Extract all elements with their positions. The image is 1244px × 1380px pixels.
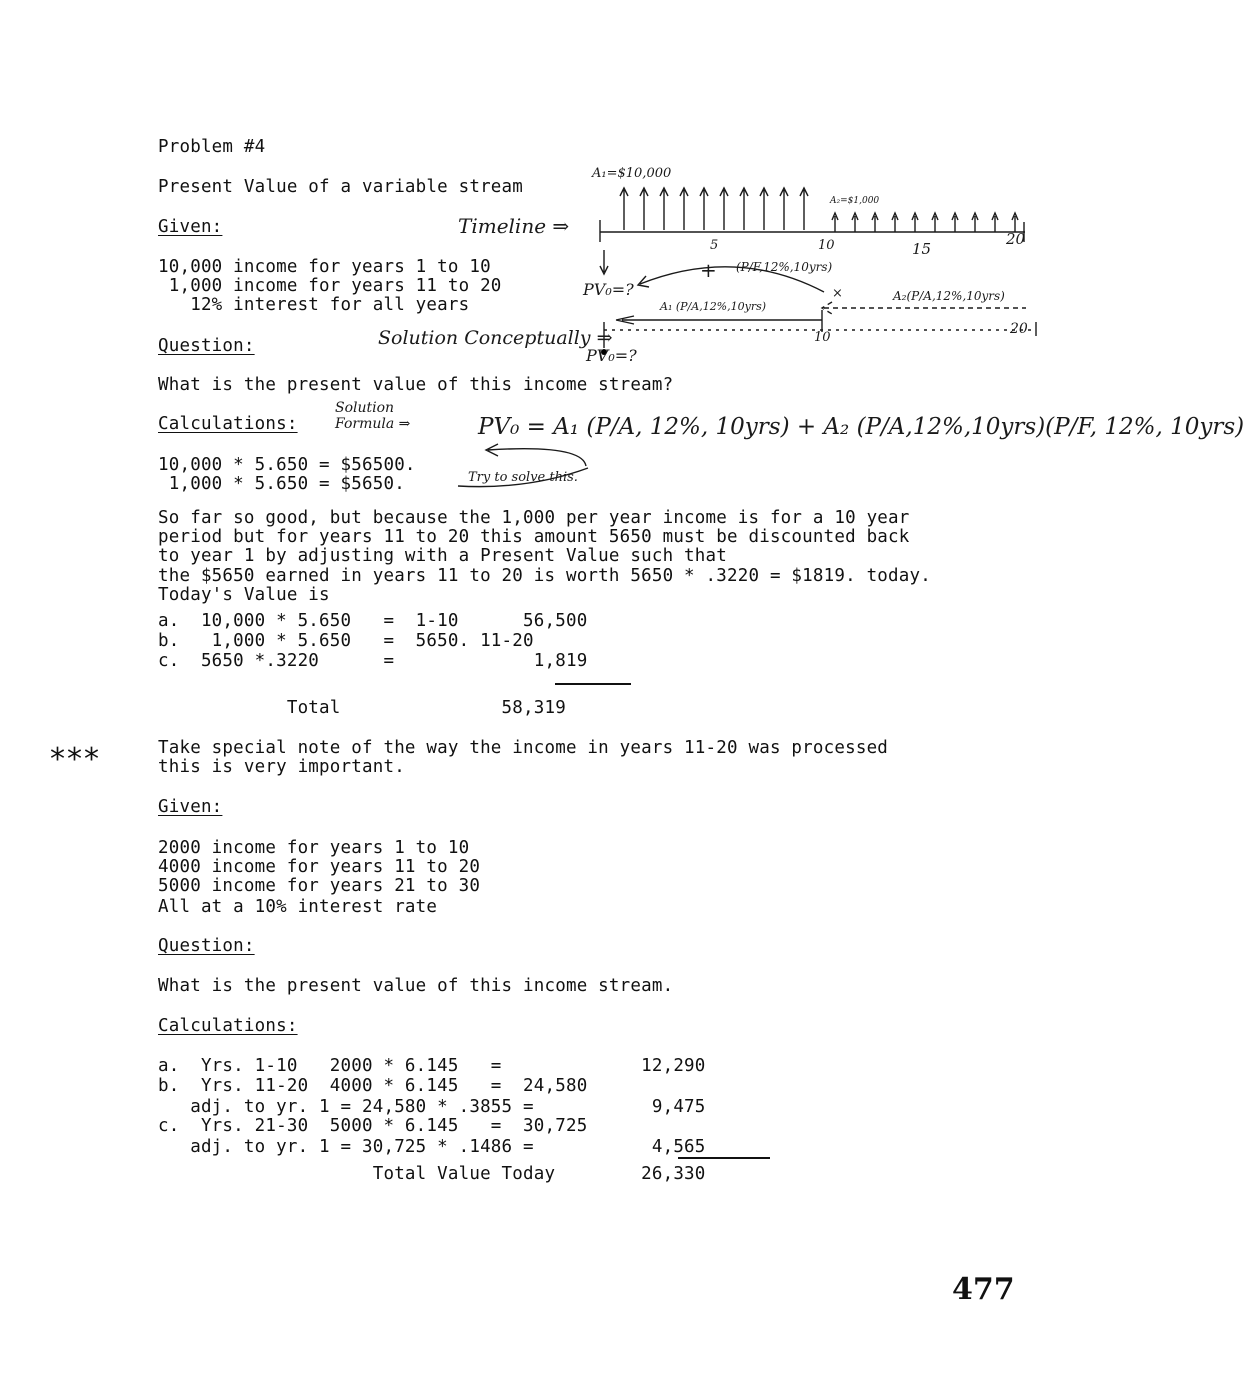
question-text: What is the present value of this income stream?: [158, 375, 674, 395]
given-line: 1,000 income for years 11 to 20: [158, 276, 502, 296]
given2-label: Given:: [158, 797, 223, 817]
timeline-label: Timeline ⇒: [458, 214, 570, 238]
summary-row: b. 1,000 * 5.650 = 5650. 11-20: [158, 631, 534, 651]
a1-label: A₁=$10,000: [592, 166, 672, 181]
try-to-solve-note: Try to solve this.: [468, 470, 578, 485]
question2-text: What is the present value of this income stream.: [158, 976, 674, 996]
paragraph-line: period but for years 11 to 20 this amount 5650 must be discounted back: [158, 527, 910, 547]
given2-line: 5000 income for years 21 to 30: [158, 876, 481, 896]
calc2-total: Total Value Today 26,330: [158, 1164, 706, 1184]
question-label: Question:: [158, 336, 255, 356]
times-sign: ×: [832, 286, 843, 301]
problem-heading: Problem #4: [158, 137, 266, 157]
summary-rule: [555, 683, 631, 685]
plus-sign: +: [700, 258, 717, 282]
given2-line: All at a 10% interest rate: [158, 897, 438, 917]
pv-question-2: PV₀=?: [586, 346, 637, 365]
solution-conceptually: Solution Conceptually ⇒: [378, 327, 613, 349]
tick-5: 5: [710, 238, 719, 253]
calc2-row: adj. to yr. 1 = 24,580 * .3855 = 9,475: [158, 1097, 706, 1117]
given2-line: 4000 income for years 11 to 20: [158, 857, 481, 877]
paragraph-line: to year 1 by adjusting with a Present Value such that: [158, 546, 728, 566]
solution-formula: PV₀ = A₁ (P/A, 12%, 10yrs) + A₂ (P/A,12%,10yrs)(P/F, 12%, 10yrs): [478, 414, 1244, 440]
given-line: 10,000 income for years 1 to 10: [158, 257, 491, 277]
a1-factor: A₁ (P/A,12%,10yrs): [660, 300, 767, 313]
tick-15: 15: [912, 240, 932, 258]
tick-20: 20: [1006, 230, 1026, 248]
paragraph-line: Today's Value is: [158, 585, 330, 605]
calculations2-label: Calculations:: [158, 1016, 298, 1036]
timeline-diagram: [590, 180, 1040, 240]
tick-10: 10: [818, 238, 835, 253]
pf-factor: (P/F,12%,10yrs): [736, 260, 833, 274]
given-label: Given:: [158, 217, 223, 237]
note-marker: ***: [50, 742, 101, 777]
page-number: 477: [952, 1272, 1015, 1307]
given-line: 12% interest for all years: [158, 295, 470, 315]
problem-subtitle: Present Value of a variable stream: [158, 177, 524, 197]
calc2-row: b. Yrs. 11-20 4000 * 6.145 = 24,580: [158, 1076, 588, 1096]
pv-question: PV₀=?: [583, 280, 634, 299]
question2-label: Question:: [158, 936, 255, 956]
calc-line: 10,000 * 5.650 = $56500.: [158, 455, 416, 475]
tick2-10: 10: [814, 330, 831, 345]
calc2-row: c. Yrs. 21-30 5000 * 6.145 = 30,725: [158, 1116, 588, 1136]
a2-label: A₂=$1,000: [830, 196, 880, 206]
paragraph-line: So far so good, but because the 1,000 per year income is for a 10 year: [158, 508, 910, 528]
tick2-20: 20: [1010, 321, 1028, 337]
calculations-label: Calculations:: [158, 414, 298, 434]
paragraph-line: the $5650 earned in years 11 to 20 is worth 5650 * .3220 = $1819. today.: [158, 566, 931, 586]
calc2-row: a. Yrs. 1-10 2000 * 6.145 = 12,290: [158, 1056, 706, 1076]
a2-factor: A₂(P/A,12%,10yrs): [893, 289, 1005, 303]
solution-formula-label: Solution Formula ⇒: [335, 400, 411, 432]
summary-row: c. 5650 *.3220 = 1,819: [158, 651, 588, 671]
calc2-row: adj. to yr. 1 = 30,725 * .1486 = 4,565: [158, 1137, 706, 1157]
calc2-rule: [678, 1157, 770, 1159]
note-line: Take special note of the way the income in years 11-20 was processed: [158, 738, 889, 758]
summary-row: a. 10,000 * 5.650 = 1-10 56,500: [158, 611, 588, 631]
calc-line: 1,000 * 5.650 = $5650.: [158, 474, 405, 494]
summary-total: Total 58,319: [158, 698, 566, 718]
given2-line: 2000 income for years 1 to 10: [158, 838, 470, 858]
note-line: this is very important.: [158, 757, 405, 777]
